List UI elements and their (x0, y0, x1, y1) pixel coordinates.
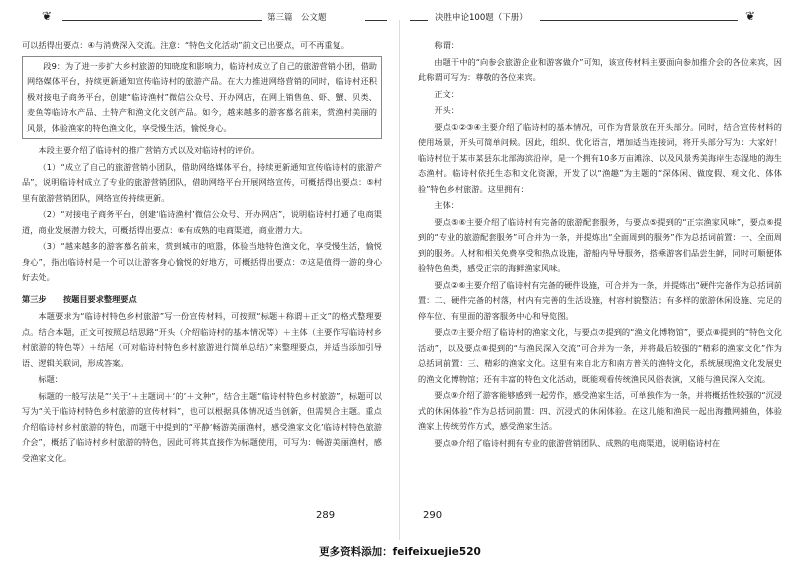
source-excerpt: 段9：为了进一步扩大乡村旅游的知晓度和影响力，临诗村成立了自己的旅游营销小团，借助网络媒体平台，持续更新通知宣传临诗村的旅游产品。在大力推进网络营销的同时，临诗村还积极对接电子商务平台，创建“临诗渔村”微信公众号、开办网店，在网上销售鱼、虾、蟹、贝类、麦鱼等临诗水产品、土特产和渔文化文创产品。如今，越来越多的游客慕名前来，赏渔村美丽的风景，体验渔家的特色渔文化，享受慢生活，愉悦身心。 (27, 60, 377, 133)
page-content (418, 38, 782, 452)
paragraph: 要点⑦主要介绍了临诗村的渔家文化，与要点⑦提到的“渔文化博物馆”，要点⑧提到的“特色文化活动”，以及要点⑧提到的“与渔民深入交流”可合并为一条，并将最后较强的“精彩的渔家文化”作为总括词前置：三、精彩的渔家文化。这里有来自北方和南方普关的渔特文化，系统展现渔文化发展史的渔文化博物馆；还有丰富的特色文化活动，既能观看传统渔民风俗表演，又能与渔民深入交流。 (418, 327, 782, 384)
left-page (0, 0, 400, 540)
paragraph: 要点⑤⑥主要介绍了临诗村有完备的旅游配套服务，与要点⑤提到的“正宗渔家风味”，要点⑥提到的“专业的旅游配套服务”可合并为一条，并提炼出“全面周到的服务”作为总括词前置：一、全面周到的服务。人材和相关免费享受和热点设施，游船内导导服务，搭乘游客们品尝生鲜，同时可顺便体验特色鱼类，感受正宗的海鲜渔家风味。 (418, 216, 782, 273)
header-title: 第三篇 公文题 (267, 13, 327, 23)
page-number: 289 (316, 510, 336, 521)
right-page (400, 0, 800, 540)
paragraph: 要点①②③④主要介绍了临诗村的基本情况，可作为背景放在开头部分。同时，结合宣传材料的使用场景，开头可简单问候。因此，组织、优化语言，增加适当连接词，将开头部分写为：大家好！临诗村位于某市某县东北部海滨沿岸，是一个拥有10多万亩滩涂、以及风景秀美海岸生态湿地的海生态渔村。临诗村依托生态和文化资源，开发了以“渔趣”为主题的“深体闲、做度假、观文化、体体验”特色乡村旅游。这里拥有： (418, 121, 782, 194)
paragraph: 本题要求为“临诗村特色乡村旅游”写一份宣传材料，可按照“标题＋称谓＋正文”的格式整理要点。结合本题，正文可按照总结思路“开头（介绍临诗村的基本情况等）＋主体（主要作写临诗村乡村旅游的特色等）＋结尾（可对临诗村特色乡村旅游进行简单总结）”来整理要点，并适当添加引导语、逻辑关联词，形成答案。 (22, 311, 382, 368)
paragraph: 主体： (434, 200, 459, 210)
page-number: 290 (423, 510, 443, 521)
header-title: 决胜申论100题（下册） (435, 13, 528, 23)
step-heading: 第三步 按题目要求整理要点 (22, 293, 137, 304)
footer-note: 更多资料添加：feifeixuejie520 (319, 546, 481, 558)
paragraph: 正文： (434, 88, 459, 99)
ornament-icon: ❦ (745, 9, 756, 23)
paragraph: 可以括得出要点：④与消费深入交流。注意：“特色文化活动”前文已出要点，可不再重复。 (22, 40, 349, 50)
paragraph: 要点⑨介绍了游客能够感到一起劳作，感受渔家生活，可单独作为一条，并将概括性较强的“沉浸式的休闲体验”作为总括词前置：四、沉浸式的休闲体验。在这儿能和渔民一起出海撒网捕鱼，体验渔家上传统劳作方式，感受渔家生活。 (418, 390, 782, 431)
paragraph: （3）“越来越多的游客慕名前来，赏到城市的喧嚣，体验当地特色渔文化，享受慢生活，愉悦身心”，指出临诗村是一个可以让游客身心愉悦的好地方，可概括得出要点：⑦这是值得一游的身心好去处。 (22, 241, 382, 282)
paragraph: 要点②⑥主要介绍了临诗村有完备的硬件设施，可合并为一条，并提炼出“硬件完备作为总括词前置：二、硬件完备的村落，村内有完善的生活设施，村容村貌整洁；有多样的旅游休闲设施、完足的停车位、有里面的游客服务中心和导览图。 (418, 279, 782, 321)
page-content (22, 38, 382, 467)
paragraph: （2）“对接电子商务平台，创建‘临诗渔村’微信公众号、开办网店”，说明临诗村打通了电商渠道，商业发展潜力较大，可概括得出要点：⑥有成熟的电商渠道，商业潜力大。 (22, 209, 382, 235)
paragraph: （1）“成立了自己的旅游营销小团队，借助网络媒体平台，持续更新通知宣传临诗村的旅游产品”，说明临诗村成立了专业的旅游营销团队，借助网络平台开展网络宣传，可概括得出要点：⑤村里有旅游营销团队，网络宣传持续更新。 (22, 161, 382, 203)
header-rule (365, 20, 387, 21)
paragraph: 要点⑩介绍了临诗村拥有专业的旅游营销团队、成熟的电商渠道，说明临诗村在 (434, 437, 721, 448)
paragraph: 标题的一般写法是“‘关于’＋主题词＋‘的’＋文种”，结合主题“临诗村特色乡村旅游”，标题可以写为“关于临诗村特色乡村旅游的宣传材料”，也可以根据具体情况适当创新，但需契合主题。重点介绍临诗村乡村旅游的特色，而题干中提到的“平静‘畅游美丽渔村，感受渔家文化’临诗村特色旅游介会”，概括了临诗村乡村旅游的特色，因此可将其直接作为标题使用，可写为：畅游美丽渔村，感受渔家文化。 (22, 390, 382, 463)
header-rule (62, 20, 262, 21)
paragraph: 标题： (38, 374, 63, 384)
header-rule (410, 20, 428, 21)
paragraph: 开头： (434, 105, 459, 115)
source-excerpt-box (22, 56, 382, 140)
ornament-icon: ❦ (42, 9, 53, 23)
paragraph: 由题干中的“向参会旅游企业和游客做介”可知，该宣传材料主要面向参加推介会的各位来宾，因此称谓可写为：尊敬的各位来宾。 (418, 56, 782, 82)
paragraph: 本段主要介绍了临诗村的推广营销方式以及对临诗村的评价。 (38, 145, 260, 155)
header-rule (540, 20, 738, 21)
paragraph: 称谓： (434, 40, 459, 50)
